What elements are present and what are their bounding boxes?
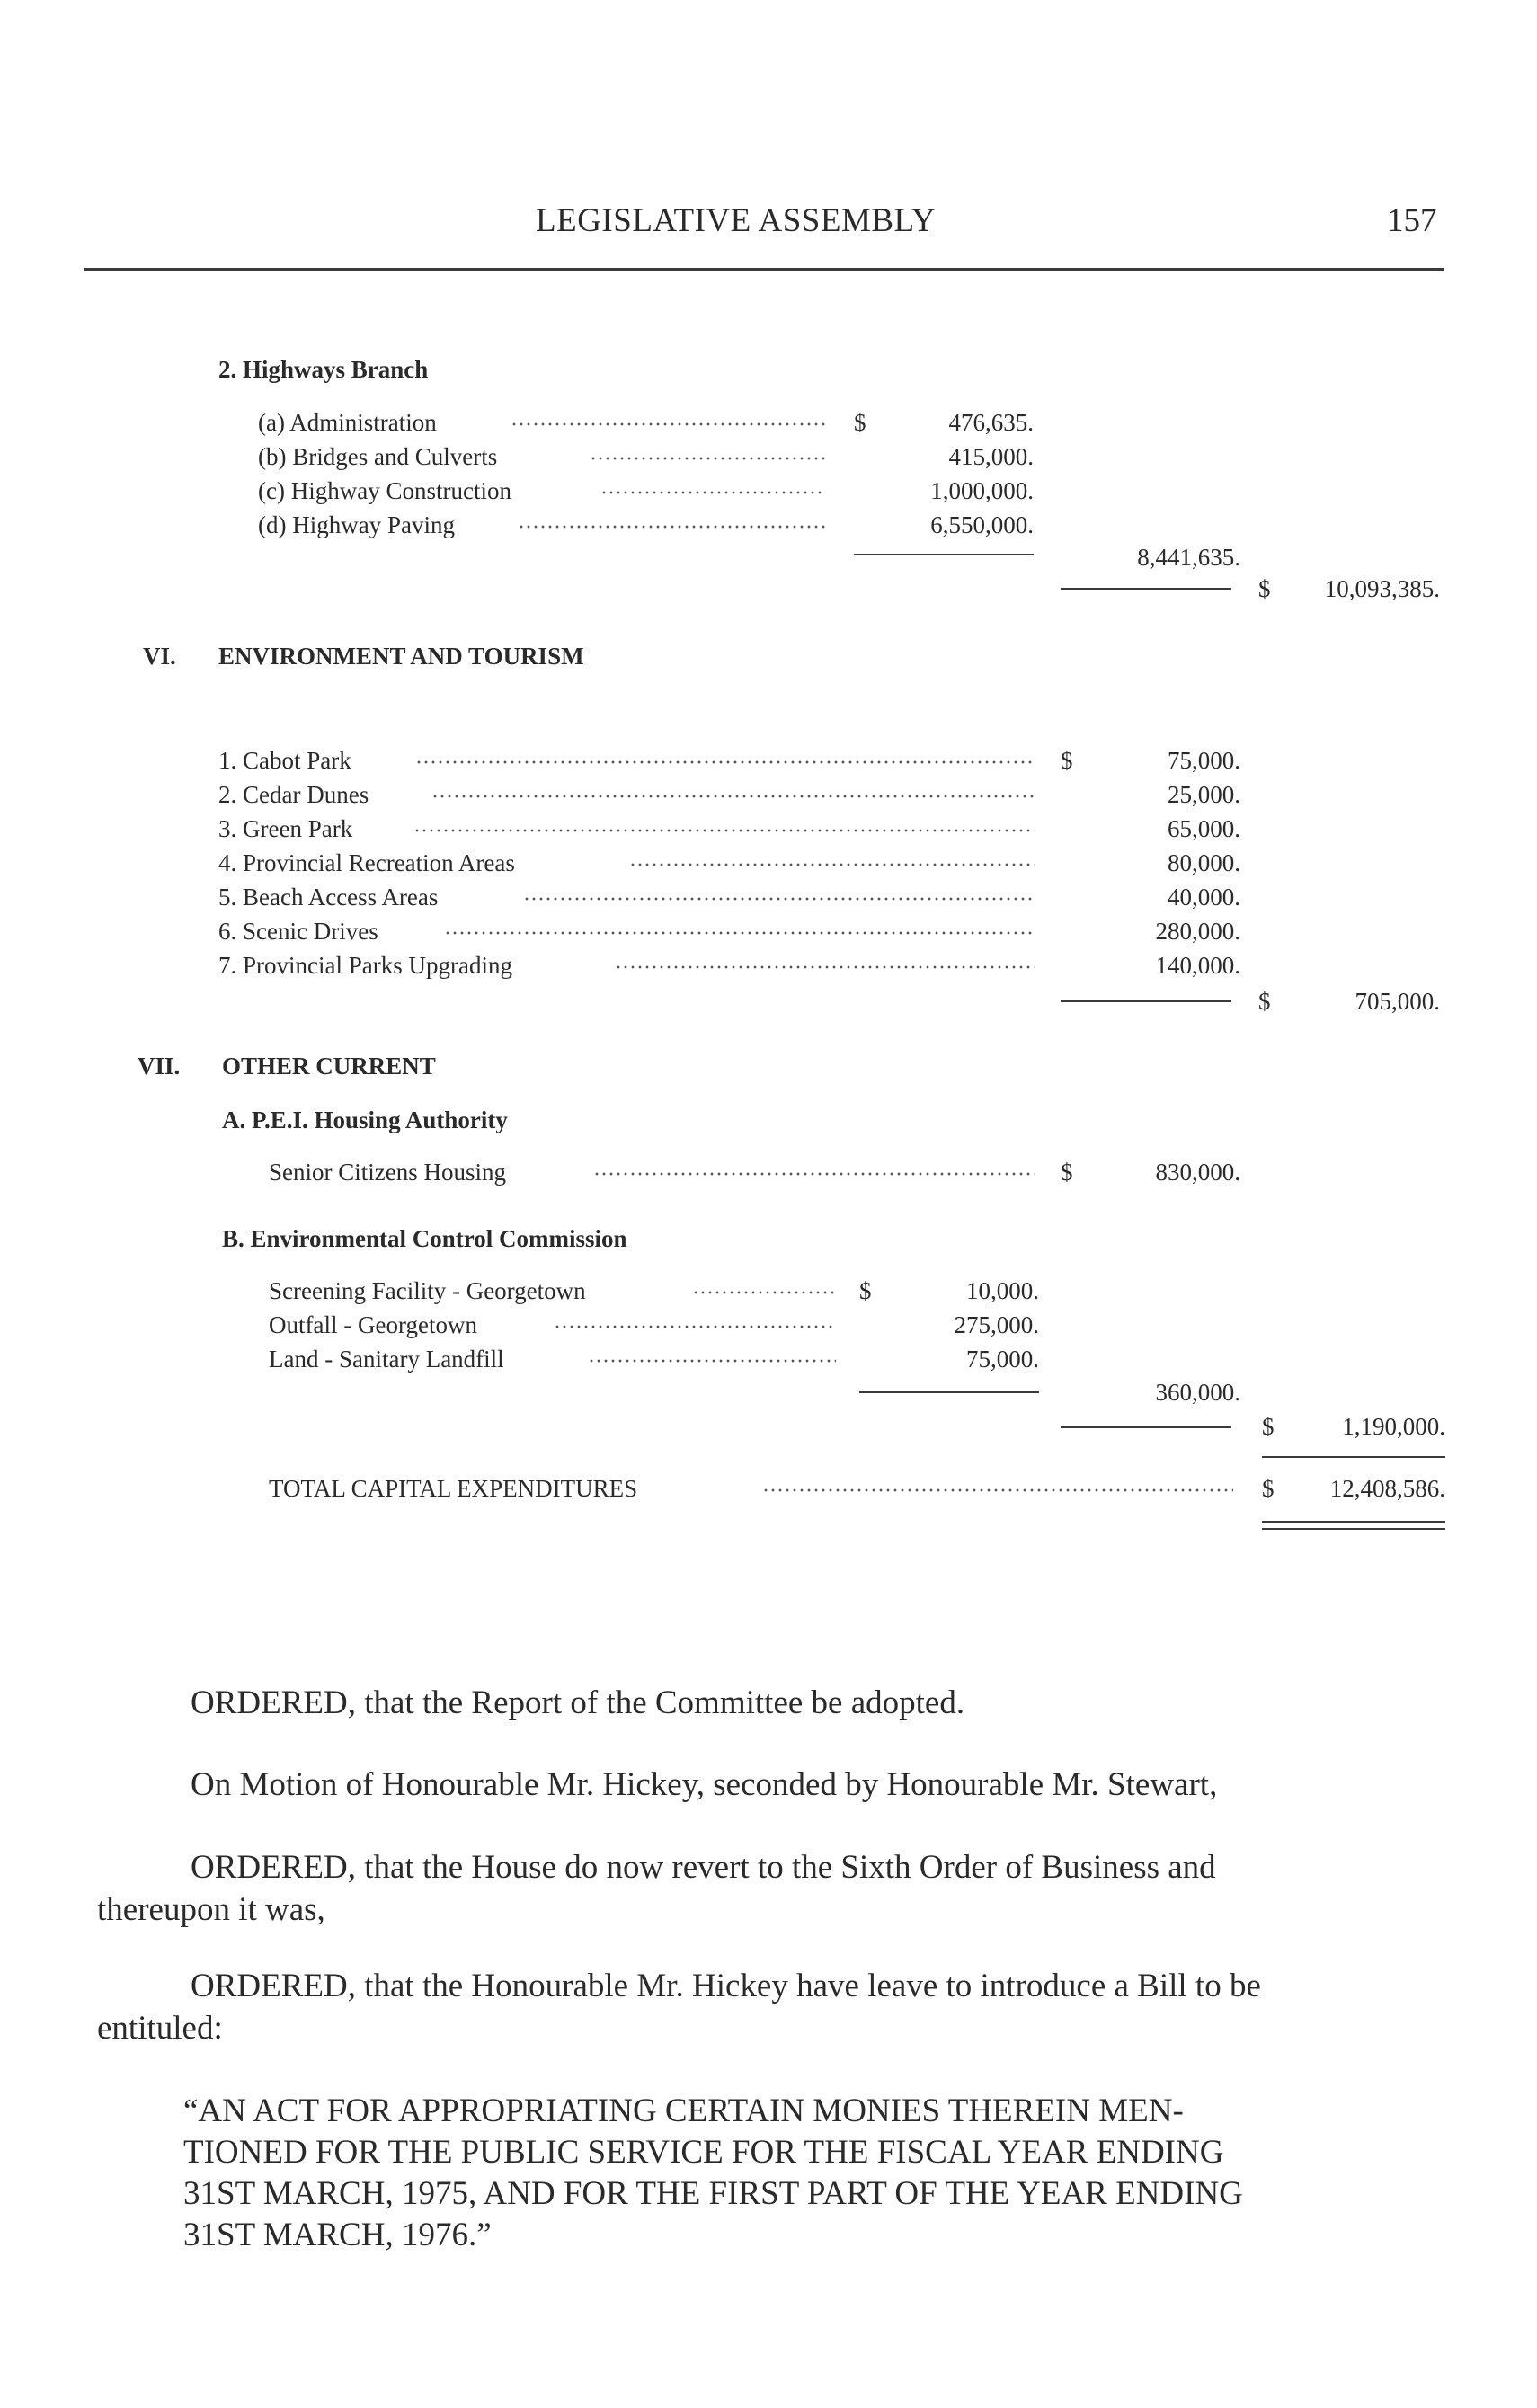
item-label: (a) Administration — [258, 409, 437, 436]
currency-sign: $ — [859, 1277, 872, 1304]
item-amount: 476,635. — [948, 409, 1034, 436]
paragraph-revert-line2: thereupon it was, — [97, 1891, 325, 1928]
item-label: Senior Citizens Housing — [269, 1159, 506, 1186]
section-numeral: VI. — [143, 643, 176, 670]
dot-leader — [590, 444, 825, 466]
item-amount: 65,000. — [1168, 815, 1240, 842]
dot-leader — [554, 1312, 836, 1334]
dot-leader — [431, 782, 1035, 804]
currency-sign: $ — [1262, 1475, 1275, 1502]
subsection-heading: B. Environmental Control Commission — [222, 1225, 627, 1252]
item-label: 5. Beach Access Areas — [218, 884, 439, 911]
paragraph-revert-line1: ORDERED, that the House do now revert to the Sixth Order of Business and — [191, 1849, 1216, 1886]
item-label: (c) Highway Construction — [258, 477, 511, 504]
currency-sign: $ — [1262, 1413, 1275, 1440]
sum-rule — [859, 1391, 1039, 1393]
currency-sign: $ — [1061, 747, 1073, 774]
item-amount: 1,000,000. — [930, 477, 1034, 504]
item-amount: 6,550,000. — [930, 511, 1034, 538]
dot-leader — [692, 1278, 836, 1300]
item-amount: 415,000. — [948, 443, 1034, 470]
bill-title-line3: 31ST MARCH, 1975, AND FOR THE FIRST PART OF THE YEAR ENDING — [183, 2175, 1243, 2212]
dot-leader — [413, 816, 1035, 838]
grand-total-amount: 12,408,586. — [1329, 1475, 1445, 1502]
item-amount: 830,000. — [1155, 1159, 1240, 1186]
item-amount: 40,000. — [1168, 884, 1240, 911]
section-numeral: VII. — [138, 1053, 181, 1080]
subsection-heading: A. P.E.I. Housing Authority — [222, 1106, 508, 1133]
paragraph-leave-line2: entituled: — [97, 2010, 223, 2047]
sum-rule — [1061, 588, 1231, 590]
currency-sign: $ — [1258, 988, 1271, 1015]
dot-leader — [615, 953, 1035, 974]
item-label: 6. Scenic Drives — [218, 918, 378, 945]
bill-title-line2: TIONED FOR THE PUBLIC SERVICE FOR THE FISCAL YEAR ENDING — [183, 2134, 1224, 2171]
double-rule-bottom — [1262, 1528, 1445, 1530]
subtotal-amount: 8,441,635. — [1137, 544, 1240, 571]
header-rule — [84, 268, 1444, 271]
double-rule-top — [1262, 1521, 1445, 1523]
sum-rule — [854, 554, 1034, 555]
item-amount: 140,000. — [1155, 952, 1240, 979]
item-amount: 75,000. — [1168, 747, 1240, 774]
item-label: Land - Sanitary Landfill — [269, 1346, 504, 1373]
item-amount: 80,000. — [1168, 849, 1240, 876]
item-label: 3. Green Park — [218, 815, 353, 842]
bill-title-line4: 31ST MARCH, 1976.” — [183, 2217, 492, 2253]
page-number: 157 — [1387, 202, 1437, 239]
item-amount: 10,000. — [966, 1277, 1039, 1304]
item-label: 2. Cedar Dunes — [218, 781, 369, 808]
dot-leader — [588, 1346, 836, 1368]
section-total: 10,093,385. — [1324, 575, 1440, 602]
item-label: 1. Cabot Park — [218, 747, 351, 774]
section-heading: OTHER CURRENT — [222, 1053, 436, 1080]
item-label: Outfall - Georgetown — [269, 1311, 477, 1338]
grand-total-label: TOTAL CAPITAL EXPENDITURES — [269, 1475, 638, 1502]
dot-leader — [415, 748, 1035, 769]
paragraph-ordered-report: ORDERED, that the Report of the Committee be adopted. — [191, 1684, 965, 1721]
currency-sign: $ — [854, 409, 866, 436]
dot-leader — [762, 1476, 1233, 1497]
item-amount: 25,000. — [1168, 781, 1240, 808]
item-amount: 275,000. — [954, 1311, 1039, 1338]
currency-sign: $ — [1258, 575, 1271, 602]
page-title: LEGISLATIVE ASSEMBLY — [536, 202, 937, 239]
bill-title-line1: “AN ACT FOR APPROPRIATING CERTAIN MONIES THEREIN MEN- — [183, 2093, 1184, 2129]
paragraph-motion: On Motion of Honourable Mr. Hickey, seconded by Honourable Mr. Stewart, — [191, 1766, 1218, 1803]
dot-leader — [523, 884, 1035, 906]
item-label: 4. Provincial Recreation Areas — [218, 849, 515, 876]
item-amount: 75,000. — [966, 1346, 1039, 1373]
item-label: (d) Highway Paving — [258, 511, 455, 538]
item-label: 7. Provincial Parks Upgrading — [218, 952, 512, 979]
paragraph-leave-line1: ORDERED, that the Honourable Mr. Hickey have leave to introduce a Bill to be — [191, 1968, 1261, 2004]
dot-leader — [511, 410, 825, 431]
section-total: 705,000. — [1355, 988, 1440, 1015]
item-label: (b) Bridges and Culverts — [258, 443, 498, 470]
section-heading: 2. Highways Branch — [218, 356, 429, 383]
section-total: 1,190,000. — [1342, 1413, 1445, 1440]
sum-rule — [1262, 1456, 1445, 1458]
dot-leader — [593, 1160, 1035, 1181]
sum-rule — [1061, 1000, 1231, 1002]
dot-leader — [629, 850, 1035, 872]
section-heading: ENVIRONMENT AND TOURISM — [218, 643, 584, 670]
dot-leader — [444, 919, 1035, 940]
sum-rule — [1061, 1426, 1231, 1428]
currency-sign: $ — [1061, 1159, 1073, 1186]
dot-leader — [600, 478, 825, 500]
item-amount: 280,000. — [1155, 918, 1240, 945]
item-label: Screening Facility - Georgetown — [269, 1277, 586, 1304]
subtotal-amount: 360,000. — [1155, 1379, 1240, 1406]
dot-leader — [518, 512, 825, 534]
